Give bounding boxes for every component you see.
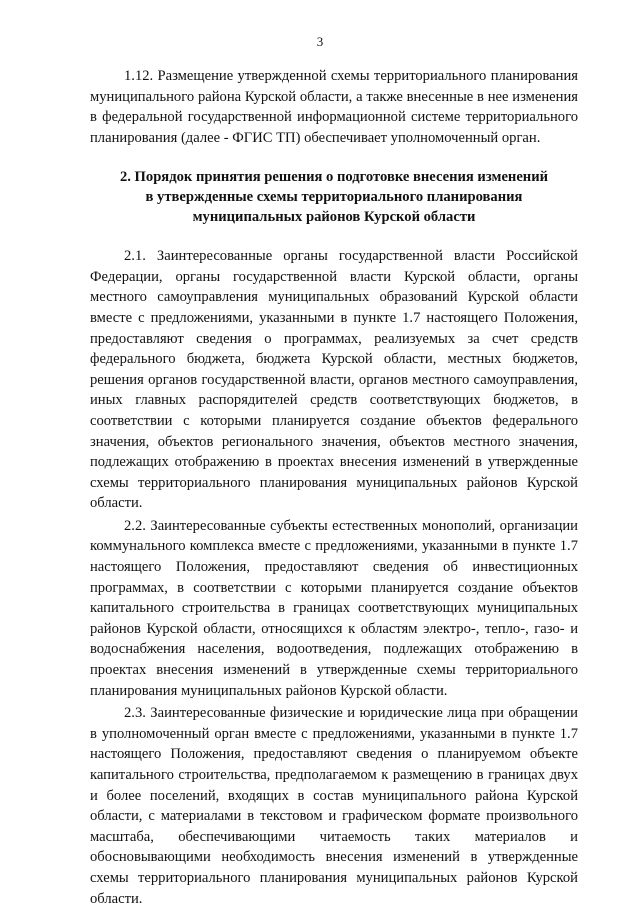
- section-2-heading: [90, 168, 578, 227]
- paragraph-2-2: 2.2. Заинтересованные субъекты естественных монополий, организации коммунального комплекса вместе с предложениями, указанными в пункте 1.7 настоящего Положения, предоставляют сведения об инвестиционных программах, в соответствии с которыми планируется создание объектов капитального строительства в границах соответствующих муниципальных районов Курской области, относящихся к областям электро-, тепло-, газо- и водоснабжения населения, водоотведения, подлежащих отображению в проектах внесения изменений в утвержденные схемы территориального планирования муниципальных районов Курской области.: [90, 517, 578, 699]
- section-2-heading-line: в утвержденные схемы территориального планирования: [145, 188, 523, 205]
- section-2-heading-line: муниципальных районов Курской области: [192, 208, 476, 225]
- document-body: [90, 66, 578, 909]
- page-number: 3: [316, 34, 324, 49]
- section-2-heading-line: 2. Порядок принятия решения о подготовке внесения изменений: [119, 169, 549, 186]
- paragraph-2-1: 2.1. Заинтересованные органы государственной власти Российской Федерации, органы государственной власти Курской области, органы местного самоуправления муниципальных образований Курской области вместе с предложениями, указанными в пункте 1.7 настоящего Положения, предоставляют сведения о программах, реализуемых за счет средств федерального бюджета, бюджета Курской области, местных бюджетов, решения органов государственной власти, органов местного самоуправления, иных главных распорядителей средств соответствующих бюджетов, в соответствии с которыми планируется создание объектов федерального значения, объектов регионального значения, объектов местного значения, подлежащих отображению в проектах внесения изменений в утвержденные схемы территориального планирования муниципальных районов Курской области.: [90, 248, 578, 512]
- paragraph-1-12: 1.12. Размещение утвержденной схемы территориального планирования муниципального района Курской области, а также внесенные в нее изменения в федеральной государственной информационной системе территориального планирования (далее - ФГИС ТП) обеспечивает уполномоченный орган.: [90, 68, 578, 146]
- paragraph-2-3: 2.3. Заинтересованные физические и юридические лица при обращении в уполномоченный орган вместе с предложениями, указанными в пункте 1.7 настоящего Положения, предоставляют сведения о планируемом объекте капитального строительства, предполагаемом к размещению в границах двух и более поселений, входящих в состав муниципального района Курской области, с материалами в текстовом и графическом формате произвольного масштаба, обеспечивающими читаемость таких материалов и обосновывающими необходимость внесения изменений в утвержденные схемы территориального планирования муниципальных районов Курской области.: [90, 705, 578, 907]
